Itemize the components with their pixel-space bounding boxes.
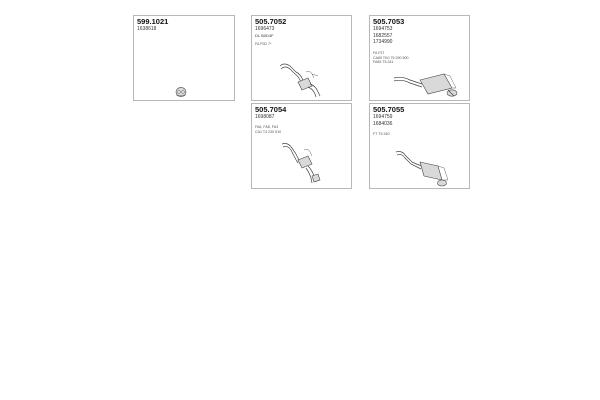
reference-list xyxy=(373,26,392,46)
reference-number: 1734990 xyxy=(373,39,393,46)
reference-list xyxy=(137,26,156,33)
application-note: FT T5.340 xyxy=(373,132,390,136)
application-notes xyxy=(373,132,389,137)
application-note: CA89 TK0 75 290 500 xyxy=(373,55,409,60)
reference-number: 1684036 xyxy=(373,120,393,127)
application-note: CA1 T4 230 510 xyxy=(255,129,282,134)
part-number: 505.7055 xyxy=(373,105,405,114)
part-number: 505.7052 xyxy=(255,17,287,26)
part-card-599-1021[interactable] xyxy=(133,15,235,101)
rear-silencer-icon xyxy=(394,144,454,188)
rear-silencer-icon xyxy=(392,66,462,101)
exhaust-pipe-icon xyxy=(278,140,328,186)
part-number: 599.1021 xyxy=(137,17,169,26)
part-number: 505.7054 xyxy=(255,105,287,114)
reference-number: 1694753 xyxy=(373,26,393,32)
reference-number: 1638618 xyxy=(137,26,157,32)
reference-list xyxy=(373,114,392,127)
part-card-505-7054[interactable] xyxy=(251,103,352,189)
reference-list xyxy=(255,26,274,39)
reference-number: DL B0D4F xyxy=(255,32,274,38)
application-note: FA F0D 7* xyxy=(255,42,272,46)
application-note: FA89 T5.341 xyxy=(373,60,394,65)
application-note: FA F37 xyxy=(373,51,385,55)
exhaust-pipe-icon xyxy=(278,60,328,100)
part-card-505-7052[interactable] xyxy=(251,15,352,101)
application-notes xyxy=(373,51,409,65)
application-notes xyxy=(255,125,281,134)
reference-number: 1698087 xyxy=(255,114,275,120)
rubber-mount-icon xyxy=(174,86,188,98)
part-number: 505.7053 xyxy=(373,17,405,26)
reference-number: 1682557 xyxy=(373,32,393,39)
part-card-505-7055[interactable] xyxy=(369,103,470,189)
part-card-505-7053[interactable] xyxy=(369,15,470,101)
reference-number: 1696473 xyxy=(255,26,275,32)
reference-list xyxy=(255,114,274,121)
application-notes xyxy=(255,42,271,47)
application-note: FA6, FA8, FA3 xyxy=(255,125,279,129)
reference-number: 1694759 xyxy=(373,114,393,120)
